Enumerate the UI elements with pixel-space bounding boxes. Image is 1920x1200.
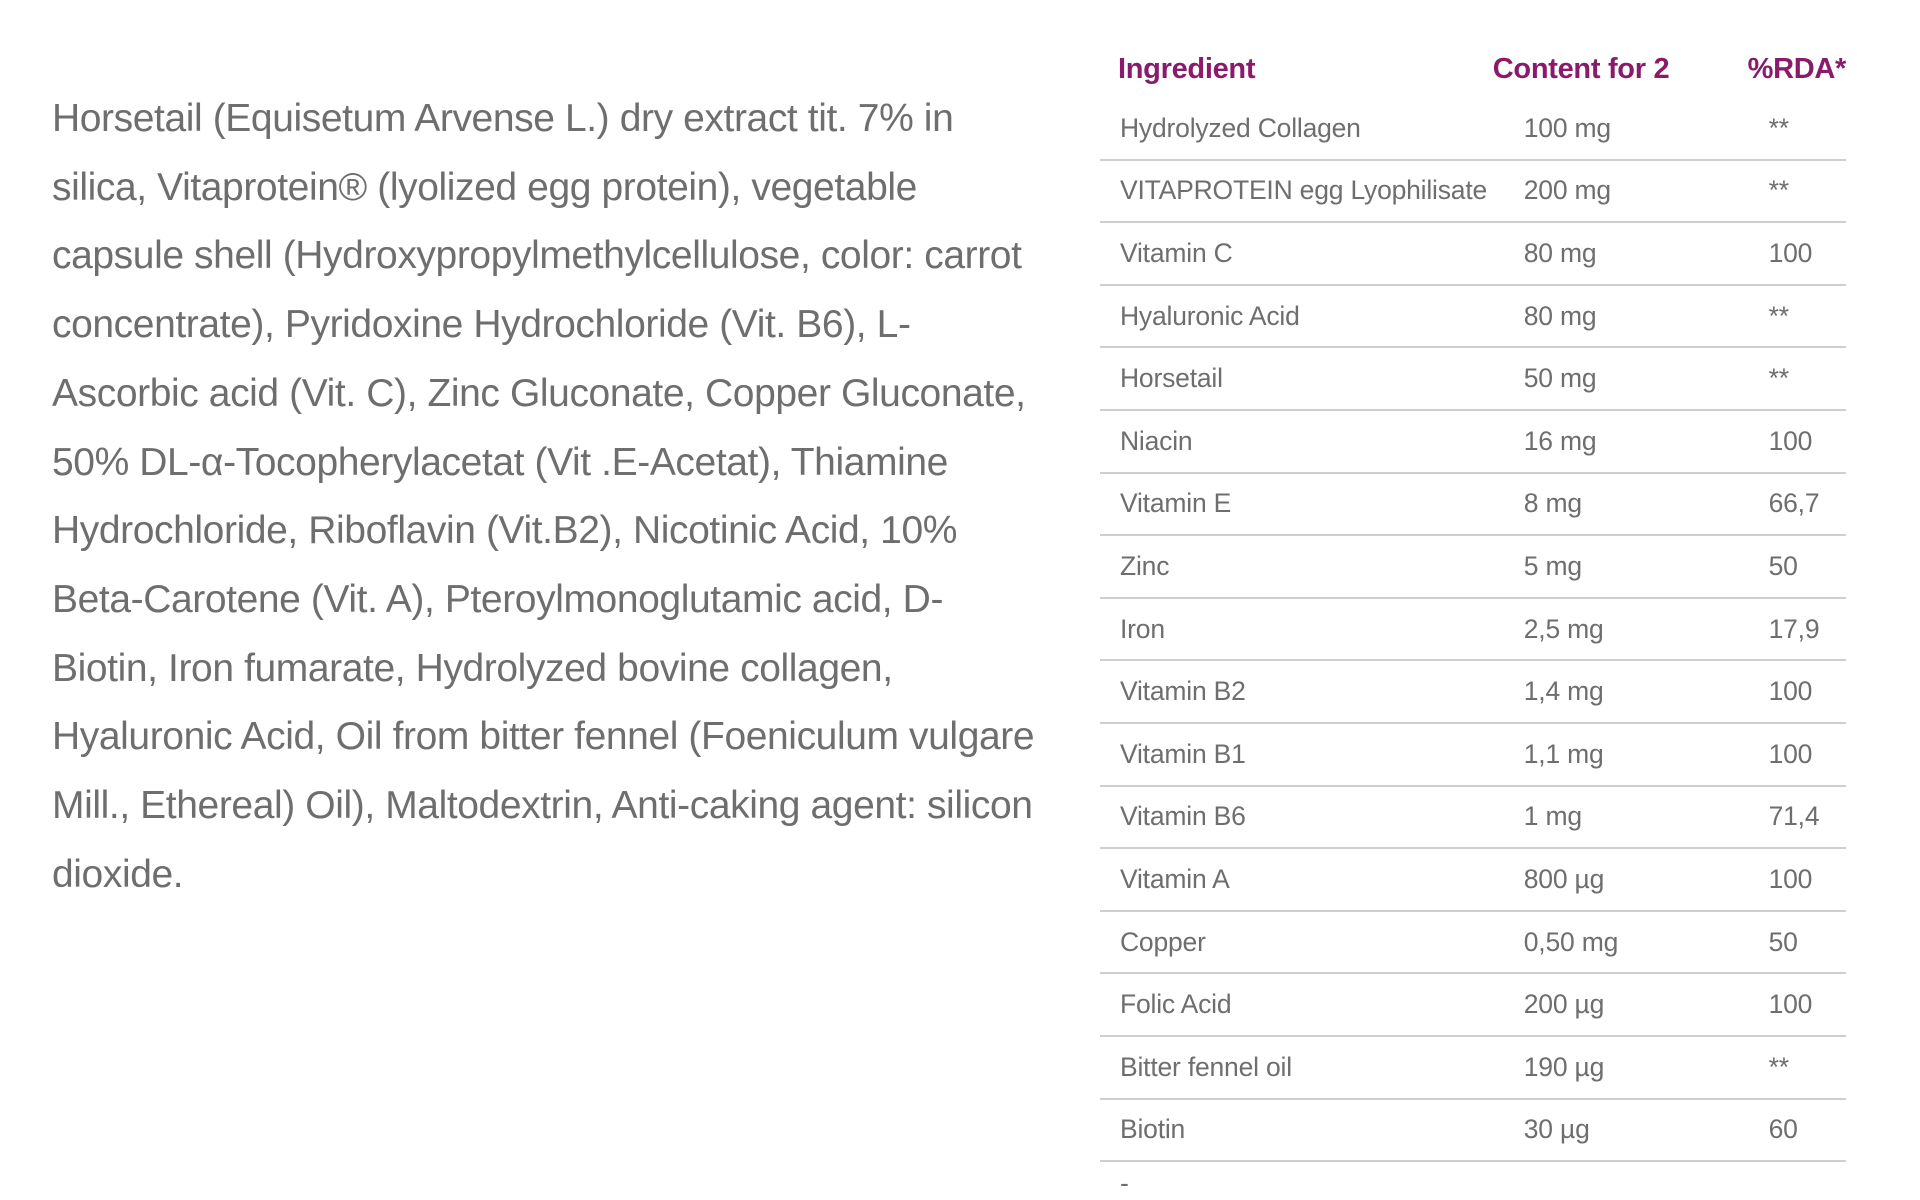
cell-ingredient: Vitamin B1: [1100, 723, 1493, 786]
cell-content: 80 mg: [1493, 222, 1748, 285]
table-row: [1100, 973, 1846, 1036]
cell-ingredient: Copper: [1100, 911, 1493, 974]
cell-rda: **: [1748, 285, 1846, 348]
cell-ingredient: Vitamin E: [1100, 473, 1493, 536]
cell-ingredient: Bitter fennel oil: [1100, 1036, 1493, 1099]
cell-ingredient: Niacin: [1100, 410, 1493, 473]
cell-rda: 100: [1748, 660, 1846, 723]
cell-content: 800 µg: [1493, 848, 1748, 911]
cell-ingredient: Horsetail: [1100, 347, 1493, 410]
cell-ingredient: Vitamin C: [1100, 222, 1493, 285]
cell-ingredient: VITAPROTEIN egg Lyophilisate: [1100, 160, 1493, 223]
cell-rda: 50: [1748, 535, 1846, 598]
cell-content: 100 mg: [1493, 98, 1748, 160]
cell-rda: 66,7: [1748, 473, 1846, 536]
table-row: [1100, 1036, 1846, 1099]
cell-ingredient: Iron: [1100, 598, 1493, 661]
cell-rda: 100: [1748, 410, 1846, 473]
header-rda: %RDA*: [1747, 52, 1846, 85]
cell-content: 2,5 mg: [1493, 598, 1748, 661]
table-row: [1100, 911, 1846, 974]
cell-rda: 60: [1748, 1099, 1846, 1162]
cell-rda: **: [1748, 160, 1846, 223]
table-row: [1100, 723, 1846, 786]
table-row: [1100, 222, 1846, 285]
table-row: [1100, 535, 1846, 598]
cell-content: 8 mg: [1493, 473, 1748, 536]
cell-content: 190 µg: [1493, 1036, 1748, 1099]
cell-content: 30 µg: [1493, 1099, 1748, 1162]
cell-content: 5 mg: [1493, 535, 1748, 598]
cell-rda: 100: [1748, 222, 1846, 285]
cell-ingredient: Vitamin A: [1100, 848, 1493, 911]
cell-rda: **: [1748, 347, 1846, 410]
cell-rda: **: [1748, 98, 1846, 160]
table-row: [1100, 160, 1846, 223]
cell-ingredient: Vitamin B2: [1100, 660, 1493, 723]
cell-content: 200 mg: [1493, 160, 1748, 223]
cell-rda: 50: [1748, 911, 1846, 974]
cell-content: 80 mg: [1493, 285, 1748, 348]
table-row: [1100, 598, 1846, 661]
cell-rda: **: [1748, 1036, 1846, 1099]
cell-rda: 100: [1748, 973, 1846, 1036]
nutrition-table: [1100, 40, 1846, 1162]
ingredients-list-text: Horsetail (Equisetum Arvense L.) dry extract tit. 7% in silica, Vitaprotein® (lyolized egg protein), vegetable capsule shell (Hydroxypropylmethylcellulose, color: carrot concentrate), Pyridoxine Hydrochloride (Vit. B6), L-Ascorbic acid (Vit. C), Zinc Gluconate, Copper Gluconate, 50% DL-α-Tocopherylacetat (Vit .E-Acetat), Thiamine Hydrochloride, Riboflavin (Vit.B2), Nicotinic Acid, 10% Beta-Carotene (Vit. A), Pteroylmonoglutamic acid, D-Biotin, Iron fumarate, Hydrolyzed bovine collagen, Hyaluronic Acid, Oil from bitter fennel (Foeniculum vulgare Mill., Ethereal) Oil), Maltodextrin, Anti-caking agent: silicon dioxide.: [52, 97, 1035, 896]
partial-row-mark: -: [1120, 1170, 1129, 1198]
table-row: [1100, 848, 1846, 911]
header-ingredient: Ingredient: [1118, 52, 1256, 85]
partial-cut-off-row: [1100, 1170, 1846, 1200]
cell-ingredient: Zinc: [1100, 535, 1493, 598]
table-row: [1100, 1099, 1846, 1162]
table-body: [1100, 98, 1846, 1161]
cell-ingredient: Hyaluronic Acid: [1100, 285, 1493, 348]
table-header: [1100, 40, 1846, 98]
cell-content: 1 mg: [1493, 786, 1748, 849]
cell-ingredient: Hydrolyzed Collagen: [1100, 98, 1493, 160]
table-header-row: [1100, 40, 1846, 98]
cell-content: 0,50 mg: [1493, 911, 1748, 974]
cell-ingredient: Biotin: [1100, 1099, 1493, 1162]
cell-content: 200 µg: [1493, 973, 1748, 1036]
cell-content: 16 mg: [1493, 410, 1748, 473]
cell-ingredient: Folic Acid: [1100, 973, 1493, 1036]
cell-rda: 100: [1748, 723, 1846, 786]
table-row: [1100, 660, 1846, 723]
table-row: [1100, 285, 1846, 348]
cell-rda: 71,4: [1748, 786, 1846, 849]
cell-content: 1,1 mg: [1493, 723, 1748, 786]
table-row: [1100, 410, 1846, 473]
cell-rda: 100: [1748, 848, 1846, 911]
cell-rda: 17,9: [1748, 598, 1846, 661]
table-row: [1100, 473, 1846, 536]
table-row: [1100, 98, 1846, 160]
cell-content: 50 mg: [1493, 347, 1748, 410]
table-row: [1100, 347, 1846, 410]
cell-ingredient: Vitamin B6: [1100, 786, 1493, 849]
cell-content: 1,4 mg: [1493, 660, 1748, 723]
table-row: [1100, 786, 1846, 849]
header-content: Content for 2: [1492, 52, 1670, 85]
